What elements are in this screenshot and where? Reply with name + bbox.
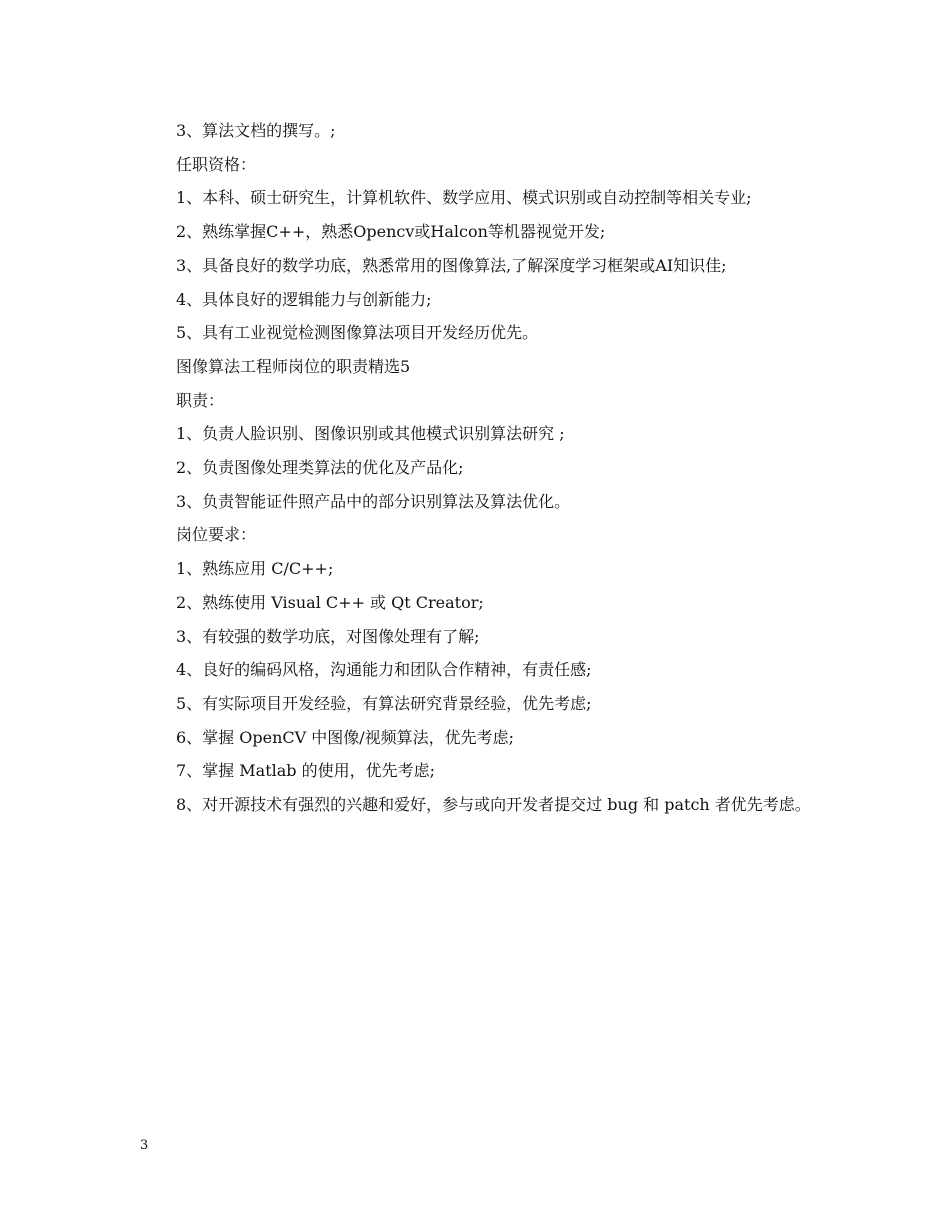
- paragraph: 6、掌握 OpenCV 中图像/视频算法，优先考虑;: [176, 727, 515, 747]
- page-number: 3: [140, 1138, 149, 1153]
- paragraph: 2、熟练掌握C++，熟悉Opencv或Halcon等机器视觉开发;: [176, 222, 606, 242]
- paragraph: 5、有实际项目开发经验，有算法研究背景经验，优先考虑;: [176, 693, 592, 713]
- section-title: 图像算法工程师岗位的职责精选5: [176, 356, 411, 376]
- paragraph: 1、本科、硕士研究生，计算机软件、数学应用、模式识别或自动控制等相关专业;: [176, 188, 752, 208]
- paragraph: 3、算法文档的撰写。;: [176, 121, 336, 140]
- paragraph: 1、负责人脸识别、图像识别或其他模式识别算法研究 ;: [176, 424, 565, 444]
- paragraph: 5、具有工业视觉检测图像算法项目开发经历优先。: [176, 323, 539, 343]
- paragraph: 3、有较强的数学功底，对图像处理有了解;: [176, 626, 480, 646]
- paragraph: 8、对开源技术有强烈的兴趣和爱好，参与或向开发者提交过 bug 和 patch 者优先考虑。: [176, 795, 811, 815]
- section-heading-requirements: 岗位要求：: [176, 525, 257, 545]
- paragraph: 7、掌握 Matlab 的使用，优先考虑;: [176, 761, 435, 781]
- paragraph: 2、熟练使用 Visual C++ 或 Qt Creator;: [176, 592, 484, 612]
- paragraph: 3、具备良好的数学功底，熟悉常用的图像算法,了解深度学习框架或AI知识佳;: [176, 255, 727, 275]
- paragraph: 2、负责图像处理类算法的优化及产品化;: [176, 458, 464, 478]
- paragraph: 1、熟练应用 C/C++;: [176, 559, 334, 579]
- section-heading-duties: 职责：: [176, 390, 225, 410]
- paragraph: 4、具体良好的逻辑能力与创新能力;: [176, 289, 432, 309]
- section-heading-qualifications: 任职资格：: [176, 154, 257, 174]
- paragraph: 4、良好的编码风格，沟通能力和团队合作精神，有责任感;: [176, 660, 592, 680]
- document-body: [140, 114, 812, 822]
- paragraph: 3、负责智能证件照产品中的部分识别算法及算法优化。: [176, 491, 571, 511]
